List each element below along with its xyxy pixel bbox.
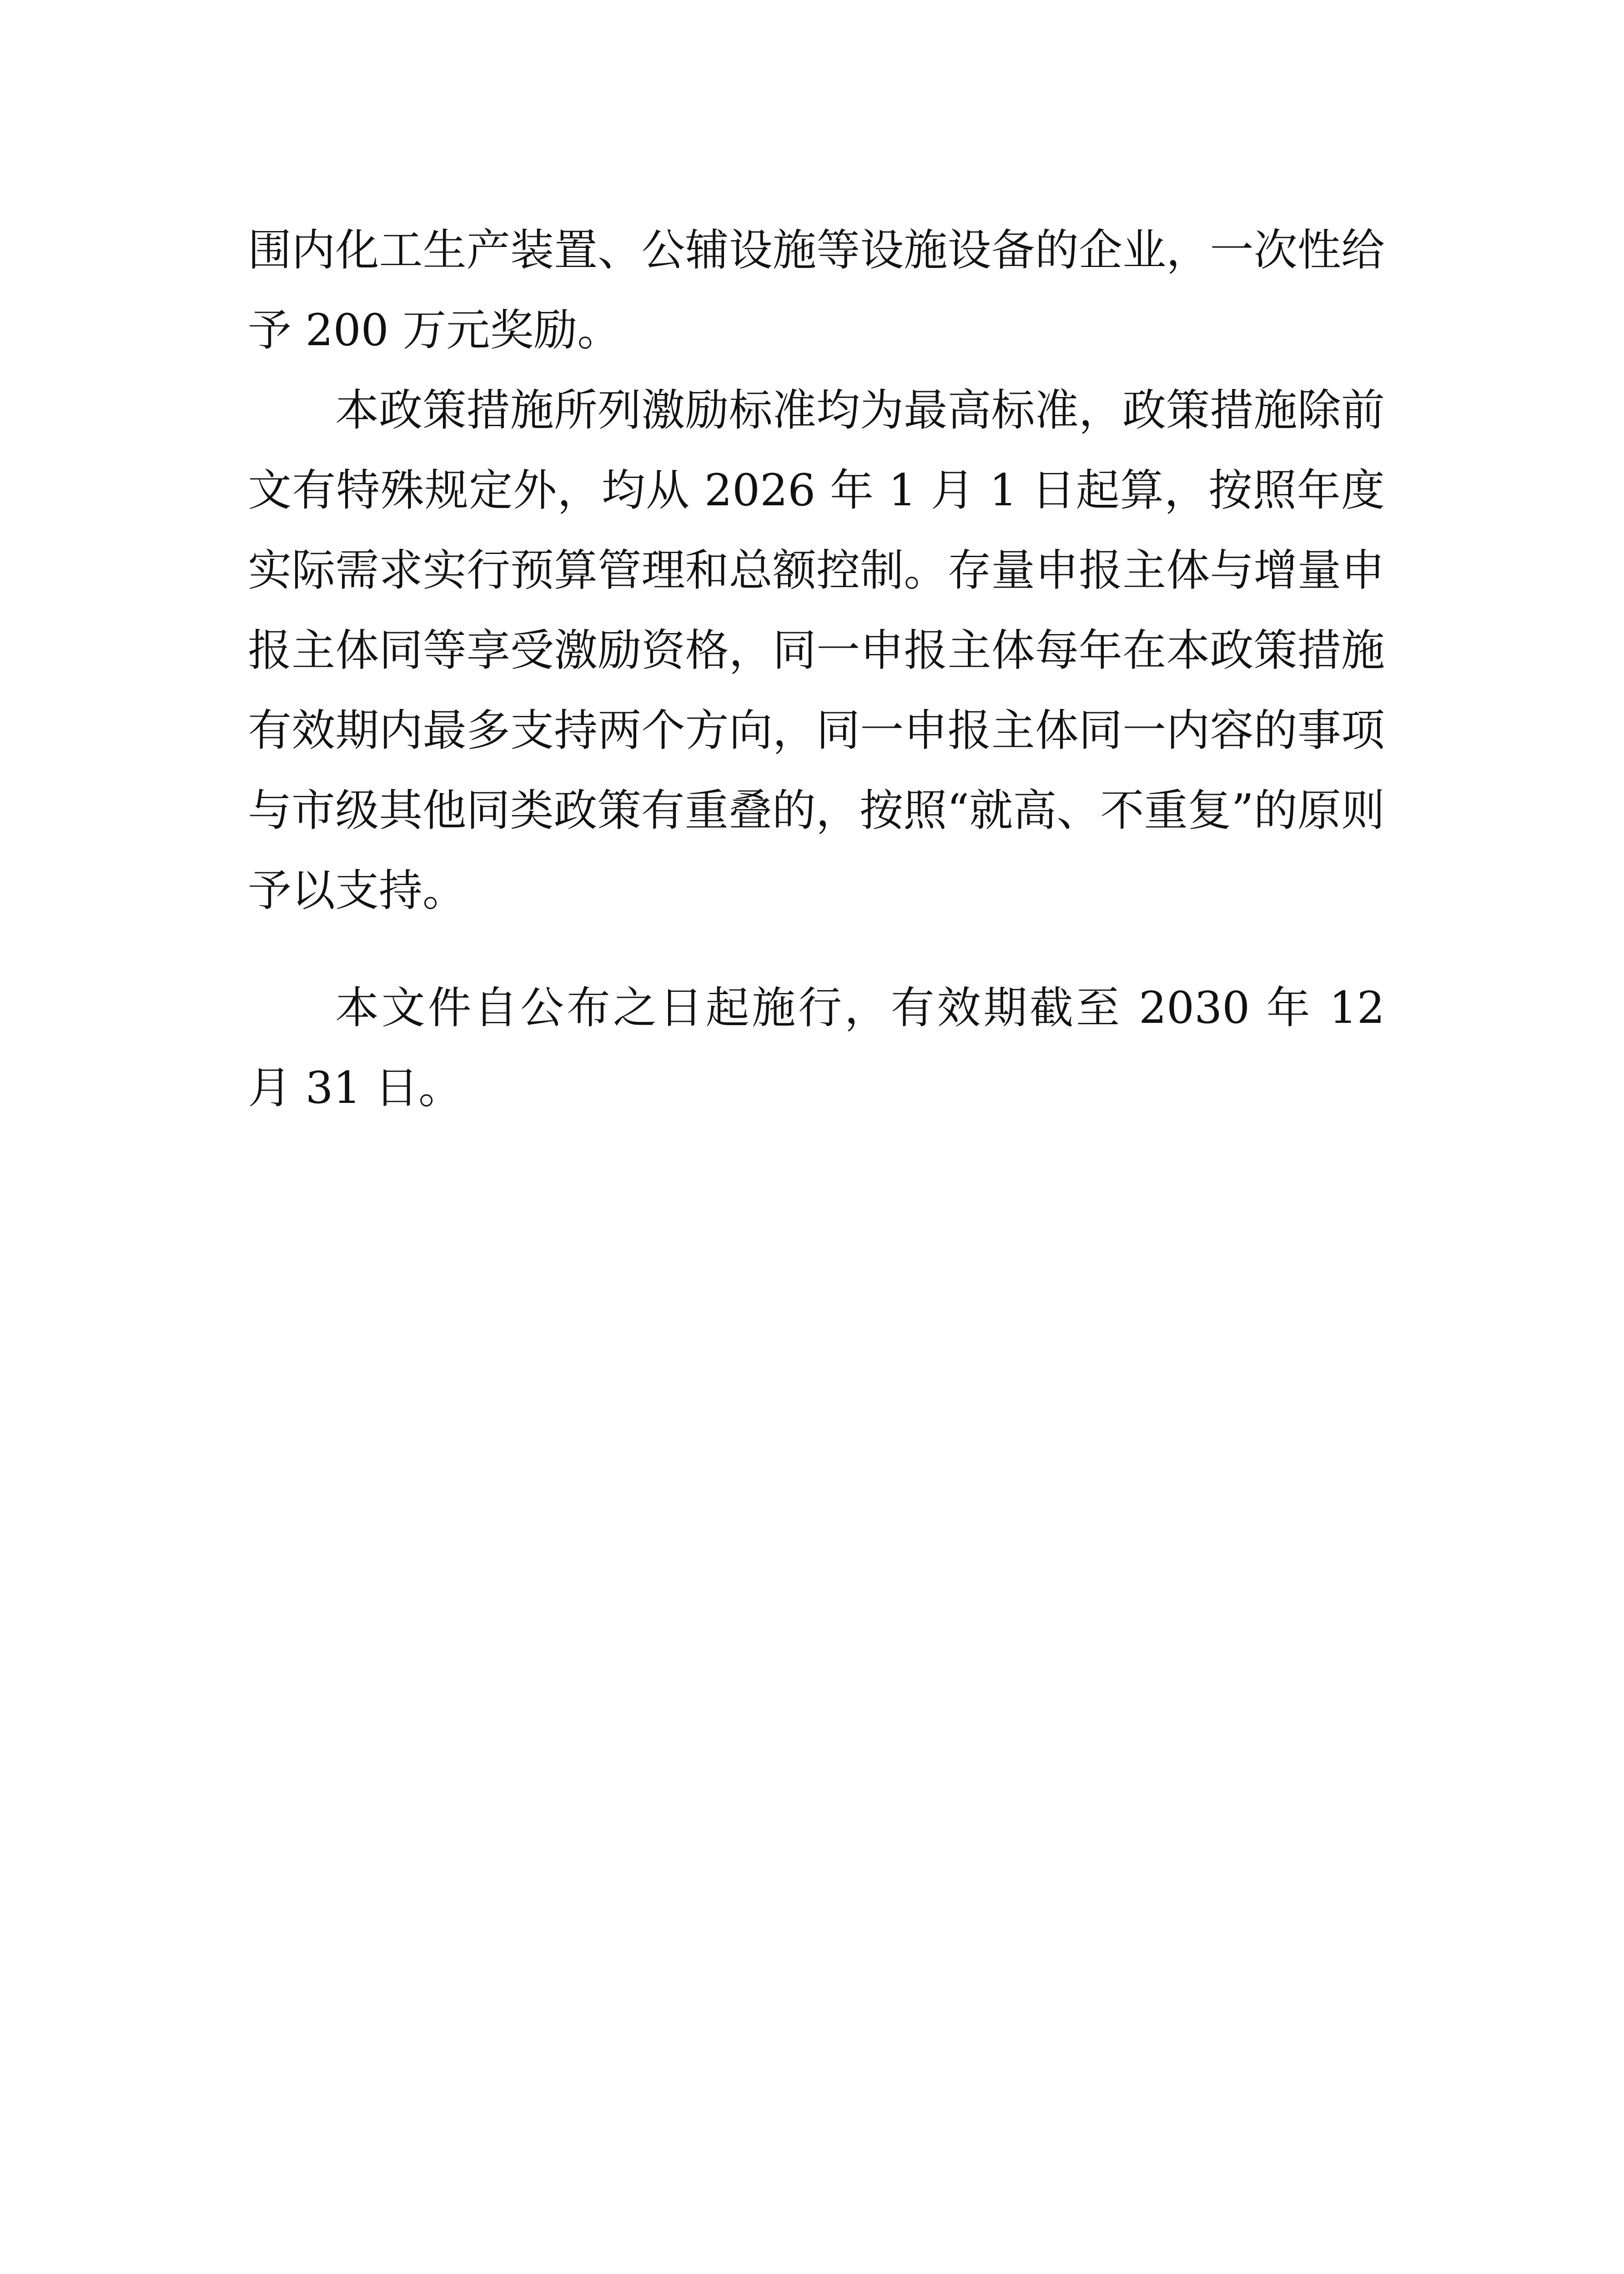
document-body	[248, 210, 1385, 1128]
paragraph-continued: 围内化工生产装置、公辅设施等设施设备的企业，一次性给予 200 万元奖励。	[248, 225, 1385, 356]
paragraph-incentive-standards: 本政策措施所列激励标准均为最高标准，政策措施除前文有特殊规定外，均从 2026 年 1 月 1 日起算，按照年度实际需求实行预算管理和总额控制。存量申报主体与增量申报主体同等享受激励资格，同一申报主体每年在本政策措施有效期内最多支持两个方向，同一申报主体同一内容的事项与市级其他同类政策有重叠的，按照“就高、不重复”的原则予以支持。	[248, 385, 1385, 916]
paragraph-effective-date: 本文件自公布之日起施行，有效期截至 2030 年 12 月 31 日。	[248, 982, 1385, 1113]
